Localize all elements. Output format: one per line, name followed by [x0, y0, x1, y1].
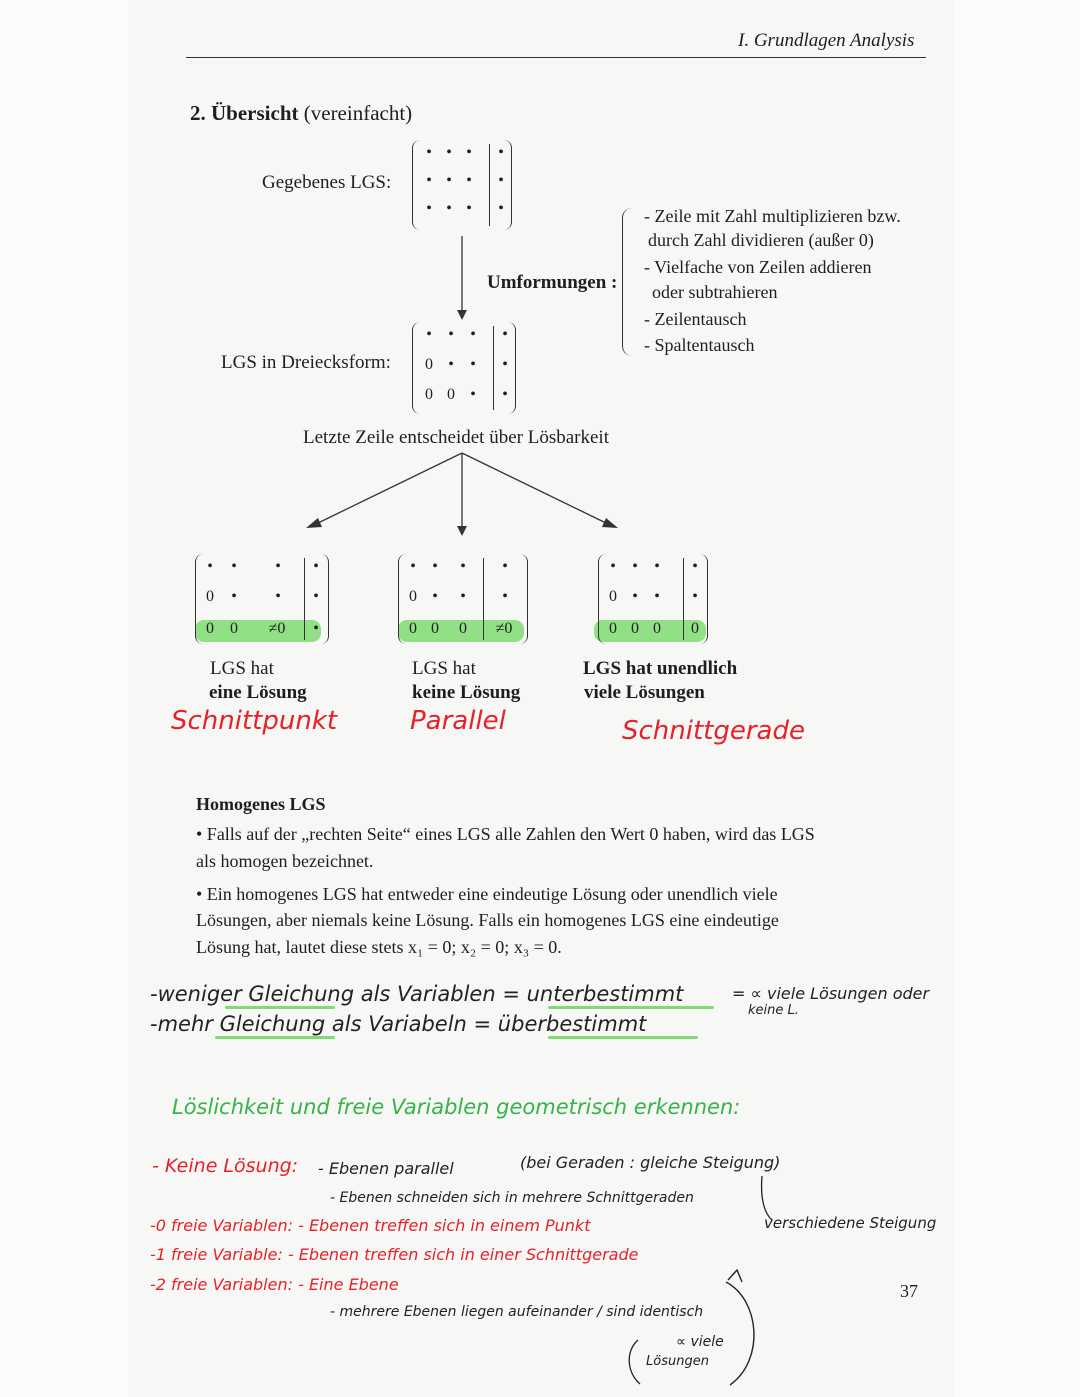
case-1-line-2: eine Lösung [209, 682, 307, 703]
case-1-line-1: LGS hat [210, 658, 274, 679]
homogeneous-p2c: Lösung hat, lautet diese stets x₁ = 0; x₂ = 0; x₃ = 0. [196, 937, 562, 957]
note-free-2: -2 freie Variablen: - Eine Ebene [150, 1275, 399, 1294]
note-solutions: Lösungen [646, 1354, 709, 1369]
note-free-1: -1 freie Variable: - Ebenen treffen sich in einer Schnittgerade [150, 1245, 639, 1264]
note-overdetermined: -mehr Gleichung als Variabeln = überbestimmt [150, 1012, 647, 1036]
note-underdetermined-side: = ∝ viele Lösungen oder [732, 984, 930, 1003]
given-label: Gegebenes LGS: [262, 172, 392, 193]
operations-brace [622, 208, 635, 356]
case-2-line-2: keine Lösung [412, 682, 521, 703]
op-line-2: durch Zahl dividieren (außer 0) [648, 230, 874, 250]
triangle-matrix: • • • • 0 • • • 0 0 • • [412, 322, 516, 414]
note-infinitely-many: ∝ viele [676, 1334, 724, 1350]
given-matrix: • • • • • • • • • • • • [412, 140, 512, 230]
case-3-line-2: viele Lösungen [584, 682, 705, 703]
note-heading: Löslichkeit und freie Variablen geometrisch erkennen: [172, 1095, 741, 1119]
homogeneous-p2b: Lösungen, aber niemals keine Lösung. Falls ein homogenes LGS eine eindeutige [196, 910, 779, 930]
case-1-matrix: • • • • 0 • • • 0 0 ≠0 • [195, 554, 329, 644]
case-1-note: Schnittpunkt [171, 706, 338, 736]
op-line-4: oder subtrahieren [652, 282, 778, 302]
op-line-6: - Spaltentausch [644, 335, 755, 355]
note-free-0: -0 freie Variablen: - Ebenen treffen sich in einem Punkt [150, 1216, 591, 1235]
homogeneous-p2: • Ein homogenes LGS hat entweder eine eindeutige Lösung oder unendlich viele [196, 884, 778, 904]
case-2-line-1: LGS hat [412, 658, 476, 679]
handwritten-strokes [0, 1000, 1080, 1397]
last-row-label: Letzte Zeile entscheidet über Lösbarkeit [303, 427, 609, 448]
page-number: 37 [900, 1281, 918, 1301]
note-planes-parallel: - Ebenen parallel [318, 1159, 454, 1178]
chapter-header: I. Grundlagen Analysis [738, 30, 915, 51]
homogeneous-title: Homogenes LGS [196, 794, 326, 814]
transform-label: Umformungen : [487, 272, 618, 293]
case-3-line-1: LGS hat unendlich [583, 658, 738, 679]
triangle-label: LGS in Dreiecksform: [221, 352, 391, 373]
section-title: 2. Übersicht (vereinfacht) [190, 101, 413, 125]
case-2-matrix: • • • • 0 • • • 0 0 0 ≠0 [398, 554, 528, 644]
case-3-note: Schnittgerade [622, 716, 805, 746]
note-no-solution-label: - Keine Lösung: [152, 1155, 299, 1177]
note-identical-planes: - mehrere Ebenen liegen aufeinander / sind identisch [330, 1304, 704, 1320]
note-different-slope: verschiedene Steigung [764, 1214, 937, 1232]
note-planes-intersect: - Ebenen schneiden sich in mehrere Schnittgeraden [330, 1190, 694, 1206]
homogeneous-p1: • Falls auf der „rechten Seite“ eines LGS alle Zahlen den Wert 0 haben, wird das LGS [196, 824, 815, 844]
note-underdetermined: -weniger Gleichung als Variablen = unterbestimmt [150, 982, 684, 1006]
case-2-note: Parallel [410, 706, 506, 736]
note-underdetermined-side2: keine L. [748, 1003, 799, 1018]
case-3-matrix: • • • • 0 • • • 0 0 0 0 [598, 554, 708, 644]
op-line-5: - Zeilentausch [644, 309, 747, 329]
note-lines-same-slope: (bei Geraden : gleiche Steigung) [520, 1153, 781, 1172]
op-line-1: - Zeile mit Zahl multiplizieren bzw. [644, 206, 901, 226]
op-line-3: - Vielfache von Zeilen addieren [644, 257, 872, 277]
homogeneous-p1b: als homogen bezeichnet. [196, 851, 374, 871]
